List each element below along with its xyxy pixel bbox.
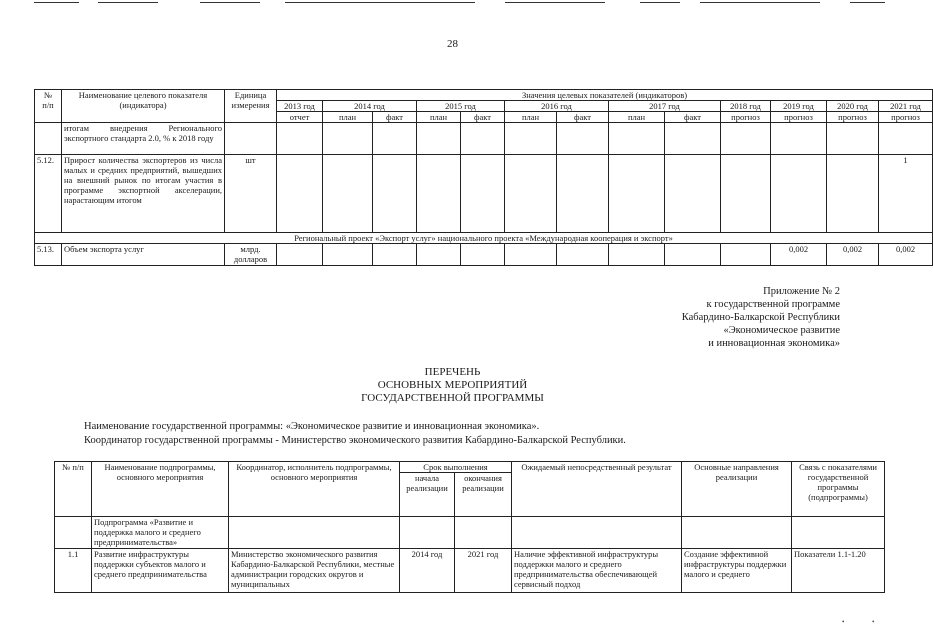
header-activity-name: Наименование подпрограммы, основного мероприятия — [92, 462, 229, 517]
sub-forecast: прогноз — [827, 112, 879, 123]
indicator-name: Объем экспорта услуг — [62, 244, 225, 266]
appendix-line: и инновационная экономика» — [708, 338, 840, 349]
page-number: 28 — [447, 38, 458, 50]
table-row — [35, 244, 933, 266]
table-row — [55, 517, 885, 549]
scan-edge-line — [505, 2, 605, 3]
sub-report: отчет — [277, 112, 323, 123]
section-title: Региональный проект «Экспорт услуг» национального проекта «Международная кооперация и экспорт» — [35, 233, 933, 244]
title-line: ГОСУДАРСТВЕННОЙ ПРОГРАММЫ — [361, 392, 544, 404]
year-2021: 2021 год — [879, 101, 933, 112]
activity-coordinator: Министерство экономического развития Кабардино-Балкарской Республики, местные администрации городских округов и муниципальных — [229, 549, 400, 593]
scan-edge-line — [700, 2, 820, 3]
document-title — [0, 366, 905, 405]
year-2013: 2013 год — [277, 101, 323, 112]
year-2020: 2020 год — [827, 101, 879, 112]
value-2020: 0,002 — [827, 244, 879, 266]
unit: млрд. долларов — [225, 244, 277, 266]
indicators-table — [34, 89, 933, 266]
row-num: 5.12. — [35, 155, 62, 233]
activities-table — [54, 461, 885, 593]
header-indicator-name: Наименование целевого показателя (индикатора) — [62, 90, 225, 123]
value-2019: 0,002 — [771, 244, 827, 266]
sub-forecast: прогноз — [879, 112, 933, 123]
header-unit: Единица измерения — [225, 90, 277, 123]
title-line: ПЕРЕЧЕНЬ — [424, 366, 481, 378]
program-name: Наименование государственной программы: «Экономическое развитие и инновационная экономика». — [84, 421, 540, 432]
header-directions: Основные направления реализации — [682, 462, 792, 517]
scan-edge-line — [200, 2, 260, 3]
year-2015: 2015 год — [417, 101, 505, 112]
sub-fact: факт — [557, 112, 609, 123]
indicator-name: итогам внедрения Регионального экспортного стандарта 2.0, % к 2018 году — [62, 123, 225, 155]
scan-mark: • — [842, 618, 845, 626]
value-2021: 0,002 — [879, 244, 933, 266]
header-link: Связь с показателями государственной программы (подпрограммы) — [792, 462, 885, 517]
scan-edge-line — [98, 2, 158, 3]
table-row — [35, 123, 933, 155]
year-2018: 2018 год — [721, 101, 771, 112]
scan-edge-line — [34, 2, 79, 3]
section-row — [35, 233, 933, 244]
header-coordinator: Координатор, исполнитель подпрограммы, основного мероприятия — [229, 462, 400, 517]
appendix-line: к государственной программе — [706, 299, 840, 310]
title-line: ОСНОВНЫХ МЕРОПРИЯТИЙ — [377, 379, 528, 391]
sub-plan: план — [323, 112, 373, 123]
sub-forecast: прогноз — [771, 112, 827, 123]
activities-header-row — [55, 462, 885, 473]
scan-mark: • — [872, 618, 875, 626]
appendix-line: Приложение № 2 — [763, 286, 840, 297]
program-coordinator: Координатор государственной программы - Министерство экономического развития Кабардино-Балкарской Республики. — [84, 435, 626, 446]
table-row — [35, 155, 933, 233]
header-num: № п/п — [35, 90, 62, 123]
appendix-line: Кабардино-Балкарской Республики — [681, 312, 840, 323]
subprogram-title: Подпрограмма «Развитие и поддержка малого и среднего предпринимательства» — [92, 517, 229, 549]
scan-edge-line — [850, 2, 885, 3]
activity-name: Развитие инфраструктуры поддержки субъектов малого и среднего предпринимательства — [92, 549, 229, 593]
header-term: Срок выполнения — [400, 462, 512, 473]
year-2016: 2016 год — [505, 101, 609, 112]
value-2021: 1 — [879, 155, 933, 233]
unit: шт — [225, 155, 277, 233]
header-end: окончания реализации — [455, 473, 512, 517]
table-row — [55, 549, 885, 593]
header-num: № п/п — [55, 462, 92, 517]
activity-start: 2014 год — [400, 549, 455, 593]
sub-fact: факт — [373, 112, 417, 123]
header-start: начала реализации — [400, 473, 455, 517]
sub-plan: план — [609, 112, 665, 123]
indicators-header-row — [35, 90, 933, 101]
sub-fact: факт — [461, 112, 505, 123]
appendix-line: «Экономическое развитие — [723, 325, 840, 336]
year-2014: 2014 год — [323, 101, 417, 112]
activity-link: Показатели 1.1-1.20 — [792, 549, 885, 593]
activity-result: Наличие эффективной инфраструктуры поддержки малого и среднего предпринимательства обеспечивающей сервисный подход — [512, 549, 682, 593]
scan-edge-line — [285, 2, 475, 3]
sub-plan: план — [505, 112, 557, 123]
activity-directions: Создание эффективной инфраструктуры поддержки малого и среднего — [682, 549, 792, 593]
year-2019: 2019 год — [771, 101, 827, 112]
activity-end: 2021 год — [455, 549, 512, 593]
scan-edge-line — [640, 2, 680, 3]
year-2017: 2017 год — [609, 101, 721, 112]
appendix-block — [682, 285, 840, 350]
sub-fact: факт — [665, 112, 721, 123]
row-num: 1.1 — [55, 549, 92, 593]
sub-forecast: прогноз — [721, 112, 771, 123]
row-num: 5.13. — [35, 244, 62, 266]
sub-plan: план — [417, 112, 461, 123]
header-result: Ожидаемый непосредственный результат — [512, 462, 682, 517]
indicator-name: Прирост количества экспортеров из числа малых и средних предприятий, вышедших на внешний рынок по итогам участия в программе экспортной акселерации, нарастающим итогом — [62, 155, 225, 233]
header-values: Значения целевых показателей (индикаторов) — [277, 90, 933, 101]
